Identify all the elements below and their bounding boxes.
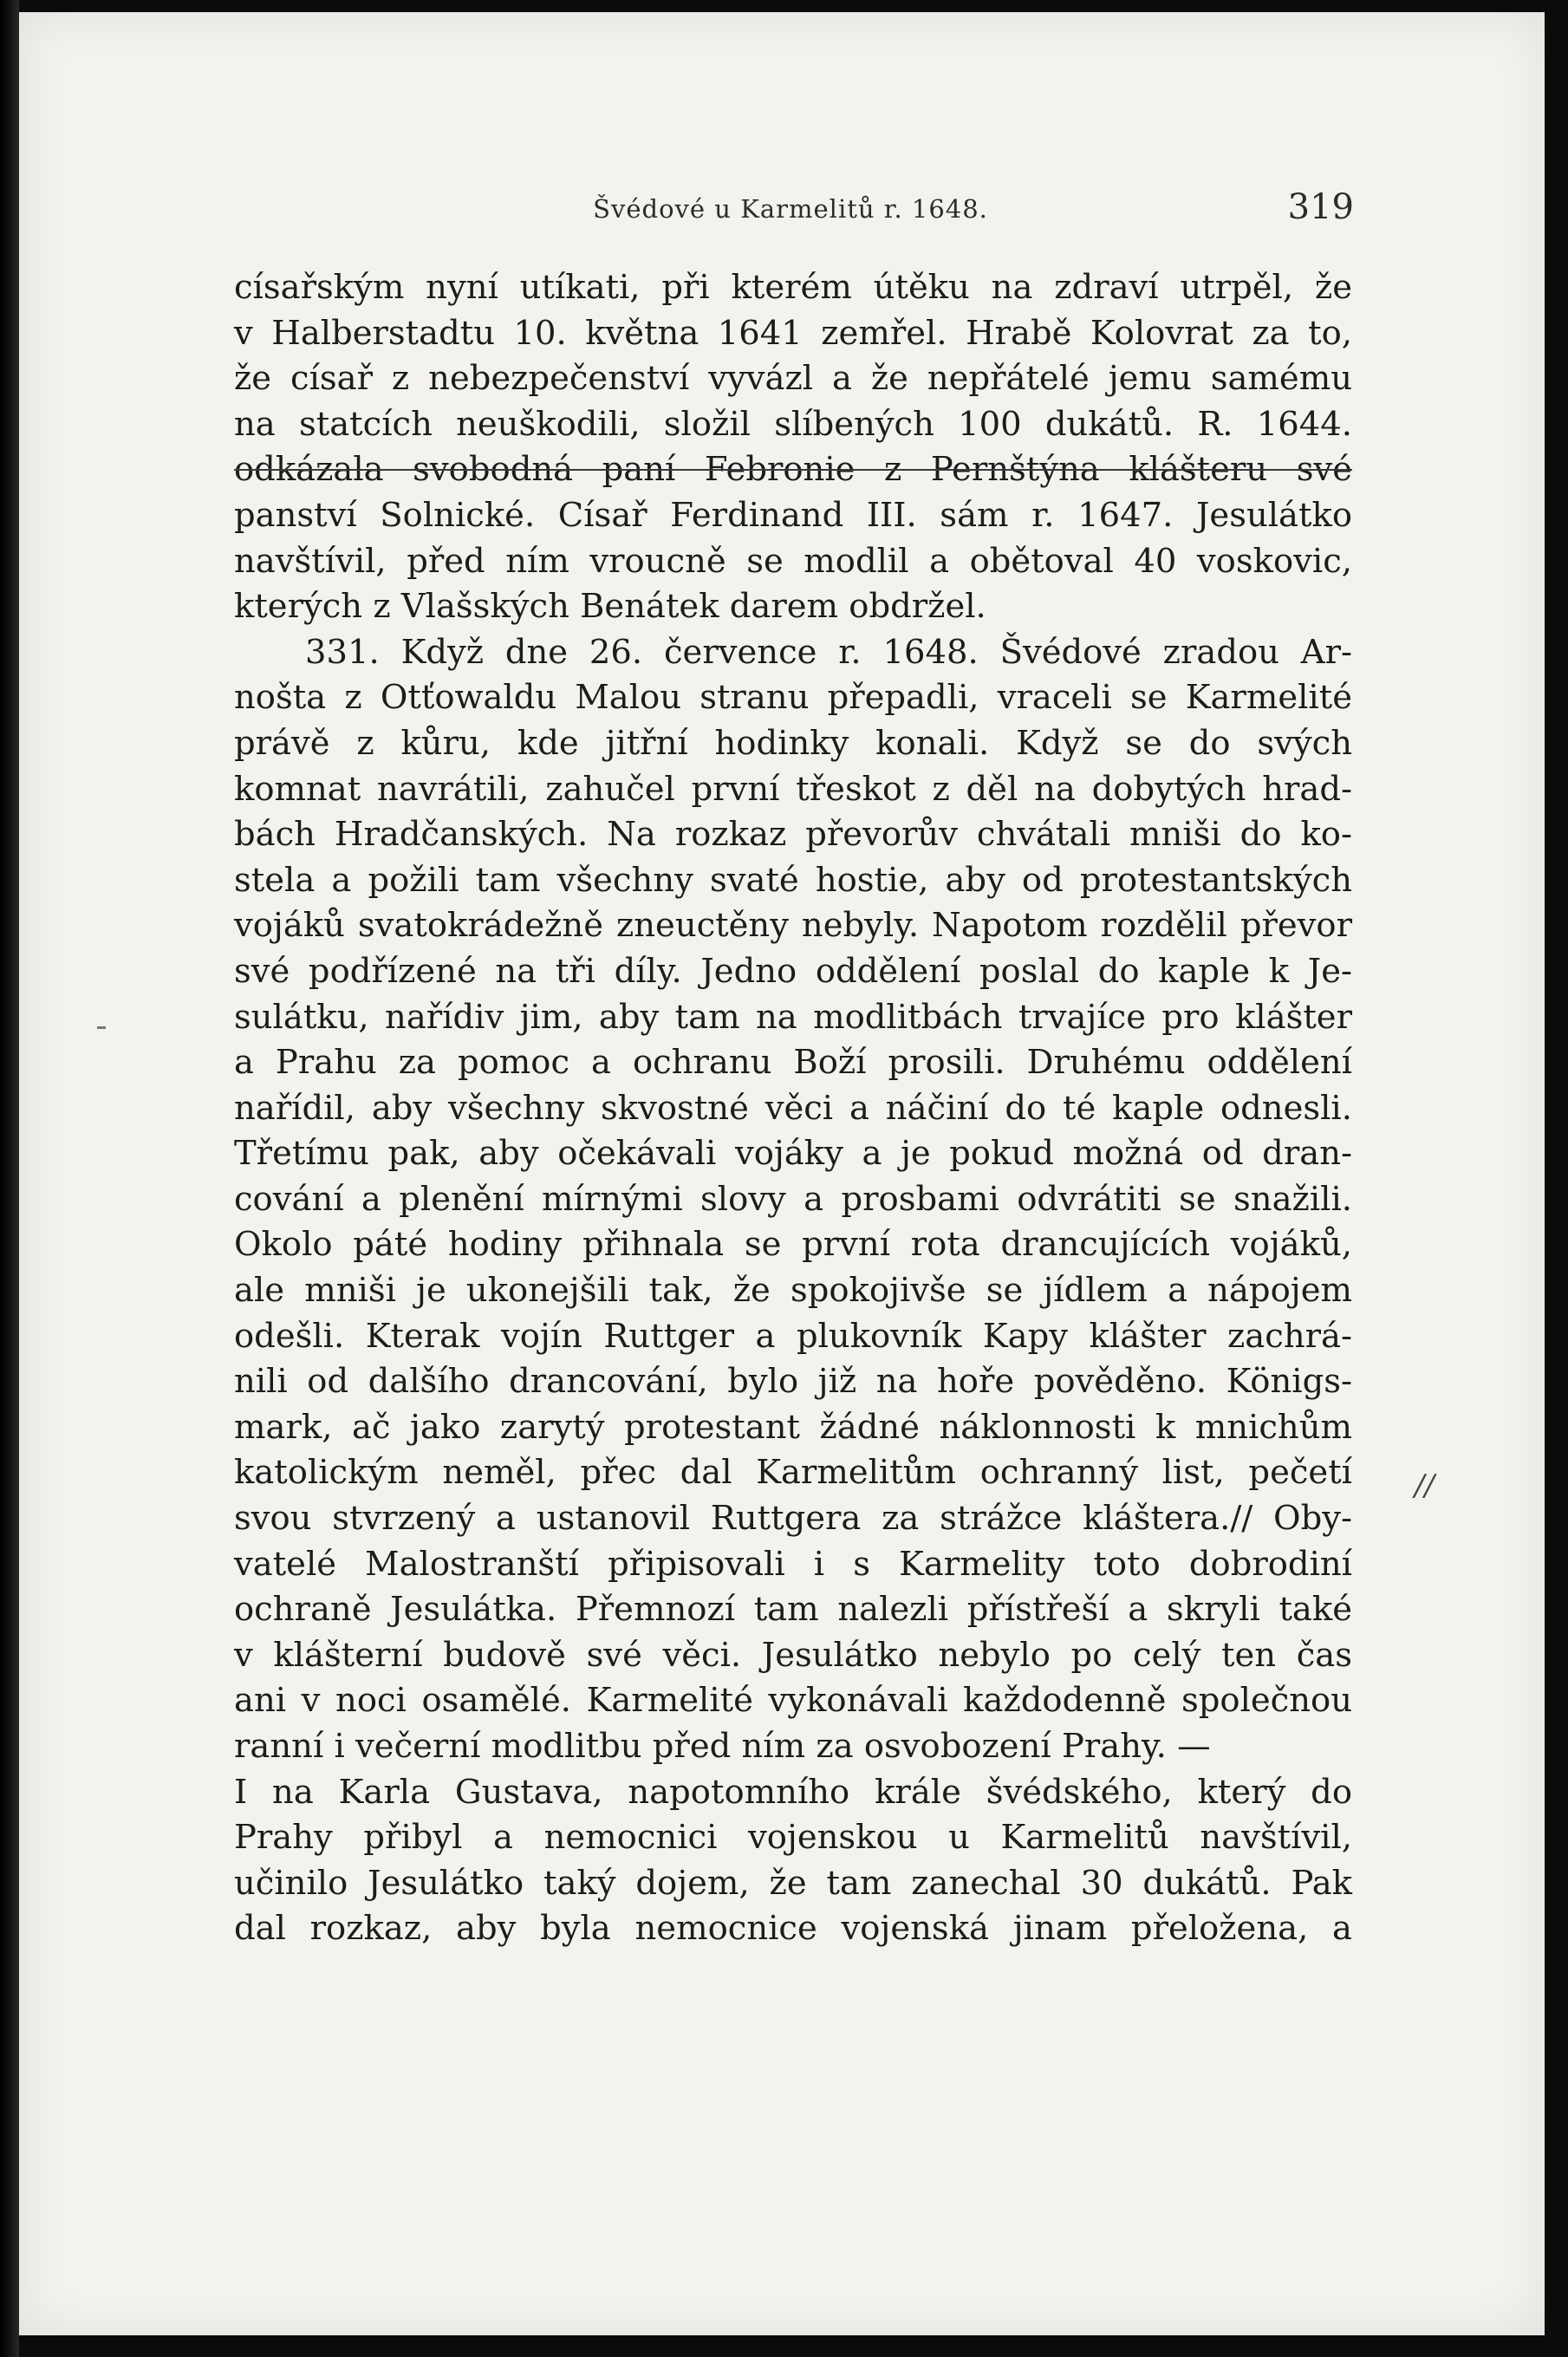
text-line: ranní i večerní modlitbu před ním za osvobození Prahy. — <box>234 1727 1211 1766</box>
text-line: nařídil, aby všechny skvostné věci a náčiní do té kaple odnesli. <box>234 1088 1352 1128</box>
text-line: nili od dalšího drancování, bylo již na hoře pověděno. Königs- <box>234 1362 1352 1402</box>
text-line: mark, ač jako zarytý protestant žádné náklonnosti k mnichům <box>234 1407 1352 1447</box>
text-line: svou stvrzený a ustanovil Ruttgera za strážce kláštera.// Oby- <box>234 1499 1352 1539</box>
text-line: učinilo Jesulátko taký dojem, že tam zanechal 30 dukátů. Pak <box>234 1863 1352 1903</box>
text-line: vatelé Malostranští připisovali i s Karmelity toto dobrodiní <box>234 1544 1352 1584</box>
scan-border <box>0 0 19 2357</box>
text-line: kterých z Vlašských Benátek darem obdržel. <box>234 587 986 627</box>
text-line: cování a plenění mírnými slovy a prosbami odvrátiti se snažili. <box>234 1179 1352 1219</box>
text-line: panství Solnické. Císař Ferdinand III. sám r. 1647. Jesulátko <box>234 495 1352 535</box>
running-head-title: Švédové u Karmelitů r. 1648. <box>593 194 988 224</box>
text-line: v Halberstadtu 10. května 1641 zemřel. Hrabě Kolovrat za to, <box>234 313 1352 353</box>
text-line: své podřízené na tři díly. Jedno oddělení poslal do kaple k Je- <box>234 951 1352 991</box>
body-text <box>234 265 1352 1952</box>
text-line: navštívil, před ním vroucně se modlil a obětoval 40 voskovic, <box>234 541 1352 581</box>
text-line: ale mniši je ukonejšili tak, že spokojivše se jídlem a nápojem <box>234 1271 1352 1311</box>
text-line: že císař z nebezpečenství vyvázl a že nepřátelé jemu samému <box>234 359 1352 399</box>
text-line: císařským nyní utíkati, při kterém útěku na zdraví utrpěl, že <box>234 268 1352 307</box>
text-line: I na Karla Gustava, napotomního krále švédského, který do <box>234 1772 1352 1812</box>
text-line: stela a požili tam všechny svaté hostie, aby od protestantských <box>234 860 1352 900</box>
margin-mark-dash <box>97 1026 106 1029</box>
running-head <box>227 186 1354 238</box>
text-line: dal rozkaz, aby byla nemocnice vojenská jinam přeložena, a <box>234 1909 1352 1949</box>
text-line-struck: odkázala svobodná paní Febronie z Pernštýna klášteru své <box>234 450 1352 490</box>
text-line: odešli. Kterak vojín Ruttger a plukovník Kapy klášter zachrá- <box>234 1316 1352 1356</box>
text-line: právě z kůru, kde jitřní hodinky konali. Když se do svých <box>234 723 1352 763</box>
text-line: nošta z Otťowaldu Malou stranu přepadli, vraceli se Karmelité <box>234 678 1352 718</box>
text-line: vojáků svatokrádežně zneuctěny nebyly. Napotom rozdělil převor <box>234 906 1352 946</box>
text-line: sulátku, nařídiv jim, aby tam na modlitbách trvajíce pro klášter <box>234 997 1352 1037</box>
text-line: Třetímu pak, aby očekávali vojáky a je pokud možná od dran- <box>234 1134 1352 1174</box>
text-line: v klášterní budově své věci. Jesulátko nebylo po celý ten čas <box>234 1635 1352 1675</box>
text-line: Okolo páté hodiny přihnala se první rota drancujících vojáků, <box>234 1225 1352 1265</box>
text-line: na statcích neuškodili, složil slíbených 100 dukátů. R. 1644. <box>234 404 1352 444</box>
text-line: ani v noci osamělé. Karmelité vykonávali každodenně společnou <box>234 1681 1352 1721</box>
text-line: 331. Když dne 26. července r. 1648. Švédové zradou Ar- <box>305 632 1352 672</box>
text-line: ochraně Jesulátka. Přemnozí tam nalezli přístřeší a skryli také <box>234 1590 1352 1630</box>
text-line: katolickým neměl, přec dal Karmelitům ochranný list, pečetí <box>234 1453 1352 1493</box>
text-line: bách Hradčanských. Na rozkaz převorův chvátali mniši do ko- <box>234 815 1352 855</box>
text-line: Prahy přibyl a nemocnici vojenskou u Karmelitů navštívil, <box>234 1818 1352 1858</box>
page-number: 319 <box>1287 187 1354 227</box>
text-line: a Prahu za pomoc a ochranu Boží prosili. Druhému oddělení <box>234 1043 1352 1083</box>
text-line: komnat navrátili, zahučel první třeskot z děl na dobytých hrad- <box>234 769 1352 809</box>
margin-note: // <box>1415 1468 1435 1503</box>
book-page <box>19 12 1545 2335</box>
